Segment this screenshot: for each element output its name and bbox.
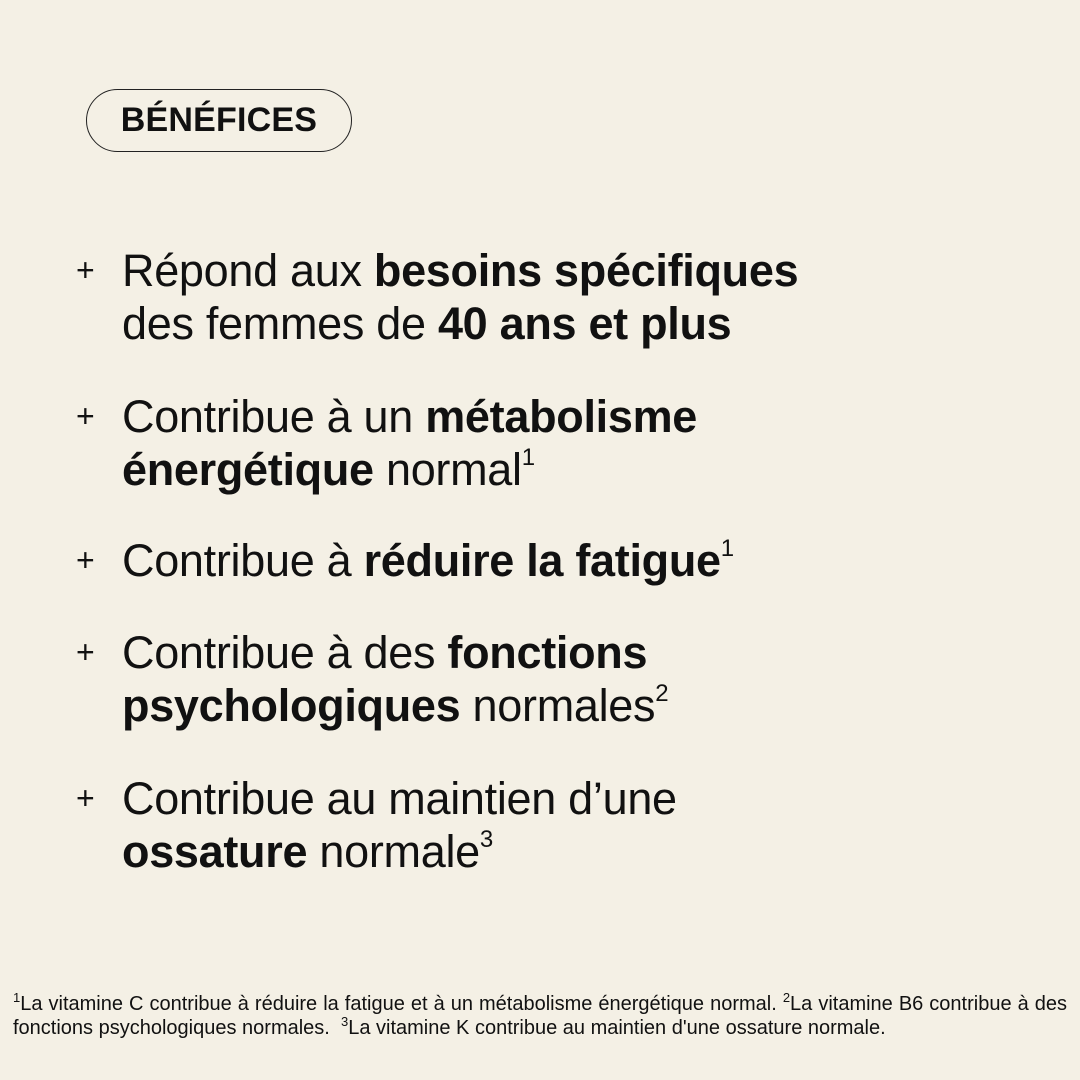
benefit-text xyxy=(122,244,942,350)
plus-icon: + xyxy=(76,398,95,434)
plus-icon: + xyxy=(76,780,95,816)
footnote-ref: 1 xyxy=(521,444,535,471)
benefit-segment-bold: réduire la fatigue xyxy=(363,535,721,586)
benefit-text xyxy=(122,534,942,587)
benefits-badge xyxy=(86,89,352,152)
benefit-segment: Contribue à un xyxy=(122,391,426,442)
benefit-segment-bold: 40 ans et plus xyxy=(437,298,732,349)
benefit-segment-bold: ossature xyxy=(122,826,308,877)
plus-icon: + xyxy=(76,252,95,288)
benefit-segment: normale xyxy=(307,826,480,877)
benefit-segment: normal xyxy=(373,444,522,495)
plus-icon: + xyxy=(76,634,95,670)
badge-label: BÉNÉFICES xyxy=(120,101,318,139)
benefit-segment: des femmes de xyxy=(122,298,438,349)
footnote-marker: 2 xyxy=(782,990,791,1005)
footnote-ref: 2 xyxy=(655,680,669,707)
benefit-segment: Contribue à des xyxy=(122,627,448,678)
plus-icon: + xyxy=(76,542,95,578)
footnote-text: La vitamine C contribue à réduire la fatigue et à un métabolisme énergétique normal. xyxy=(20,993,777,1015)
benefit-segment: normales xyxy=(460,680,656,731)
benefit-segment: Répond aux xyxy=(122,245,374,296)
footnote-marker: 3 xyxy=(340,1014,349,1029)
benefit-segment-bold: métabolisme xyxy=(425,391,698,442)
benefit-segment: Contribue à xyxy=(122,535,364,586)
benefit-segment-bold: énergétique xyxy=(122,444,374,495)
footnote-marker: 1 xyxy=(13,990,21,1005)
benefit-segment: Contribue au maintien d’une xyxy=(122,773,677,824)
benefit-segment-bold: psychologiques xyxy=(122,680,461,731)
benefit-text xyxy=(122,390,942,496)
benefit-text xyxy=(122,626,942,732)
benefit-text xyxy=(122,772,942,878)
footnote-text: La vitamine K contribue au maintien d'une ossature normale. xyxy=(348,1017,886,1039)
footnote-text: La vitamine B6 contribue à des fonctions psychologiques normales. xyxy=(13,993,1068,1039)
benefit-segment-bold: besoins spécifiques xyxy=(373,245,799,296)
footnote-ref: 3 xyxy=(479,826,493,853)
footnote-ref: 1 xyxy=(720,535,734,562)
footnotes xyxy=(13,992,1067,1040)
benefit-segment-bold: fonctions xyxy=(447,627,648,678)
